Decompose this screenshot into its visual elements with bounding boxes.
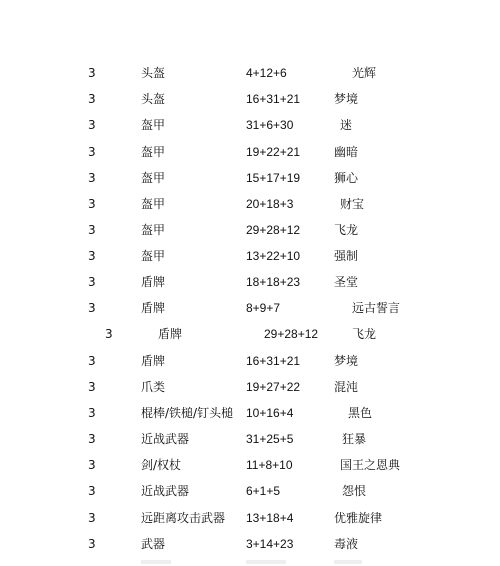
- level-cell: 3: [88, 380, 96, 394]
- table-row: [0, 482, 500, 500]
- name-cell: 梦境: [334, 92, 359, 106]
- type-cell: 近战武器: [141, 432, 190, 446]
- level-cell: 3: [88, 249, 96, 263]
- name-cell: 强制: [334, 249, 359, 263]
- name-cell: 幽暗: [334, 145, 359, 159]
- type-cell: 盔甲: [141, 118, 166, 132]
- table-row: [0, 273, 500, 291]
- table-row: [0, 90, 500, 108]
- type-cell: 盾牌: [141, 354, 166, 368]
- table-row: [0, 64, 500, 82]
- name-cell: 优雅旋律: [334, 511, 383, 525]
- table-row: [0, 247, 500, 265]
- table-row: [0, 430, 500, 448]
- name-cell: 黑色: [348, 406, 373, 420]
- level-cell: 3: [88, 354, 96, 368]
- type-cell: 盔甲: [141, 197, 166, 211]
- name-cell: 混沌: [334, 380, 359, 394]
- name-cell: 怨恨: [342, 484, 367, 498]
- cutoff-text-fragment: [334, 560, 362, 564]
- level-cell: 3: [88, 118, 96, 132]
- name-cell: 毒液: [334, 537, 359, 551]
- type-cell: 远距离攻击武器: [141, 511, 226, 525]
- table-row: [0, 299, 500, 317]
- table-row: [0, 169, 500, 187]
- type-cell: 棍棒/铁槌/钉头槌: [141, 406, 234, 420]
- type-cell: 剑/权杖: [141, 458, 182, 472]
- name-cell: 狂暴: [342, 432, 367, 446]
- stats-cell: 29+28+12: [246, 223, 301, 237]
- type-cell: 盔甲: [141, 223, 166, 237]
- stats-cell: 11+8+10: [246, 458, 293, 472]
- level-cell: 3: [88, 301, 96, 315]
- type-cell: 头盔: [141, 92, 166, 106]
- level-cell: 3: [88, 92, 96, 106]
- name-cell: 光辉: [352, 66, 377, 80]
- level-cell: 3: [88, 458, 96, 472]
- table-row: [0, 325, 500, 343]
- table-row: [0, 195, 500, 213]
- stats-cell: 19+27+22: [246, 380, 301, 394]
- table-row: [0, 509, 500, 527]
- stats-cell: 31+6+30: [246, 118, 294, 132]
- level-cell: 3: [88, 484, 96, 498]
- level-cell: 3: [88, 145, 96, 159]
- name-cell: 财宝: [340, 197, 365, 211]
- stats-cell: 15+17+19: [246, 171, 301, 185]
- stats-cell: 4+12+6: [246, 66, 287, 80]
- type-cell: 盔甲: [141, 171, 166, 185]
- level-cell: 3: [88, 223, 96, 237]
- table-row: [0, 404, 500, 422]
- table-row: [0, 143, 500, 161]
- type-cell: 盔甲: [141, 249, 166, 263]
- type-cell: 头盔: [141, 66, 166, 80]
- level-cell: 3: [88, 537, 96, 551]
- type-cell: 盾牌: [158, 327, 183, 341]
- name-cell: 梦境: [334, 354, 359, 368]
- level-cell: 3: [88, 275, 96, 289]
- cutoff-text-fragment: [141, 560, 171, 564]
- name-cell: 飞龙: [334, 223, 359, 237]
- table-row: [0, 352, 500, 370]
- type-cell: 盾牌: [141, 275, 166, 289]
- stats-cell: 19+22+21: [246, 145, 301, 159]
- stats-cell: 31+25+5: [246, 432, 294, 446]
- cutoff-text-fragment: [246, 560, 286, 564]
- table-row: [0, 221, 500, 239]
- stats-cell: 10+16+4: [246, 406, 294, 420]
- level-cell: 3: [105, 327, 113, 341]
- level-cell: 3: [88, 432, 96, 446]
- table-row: [0, 116, 500, 134]
- name-cell: 远古誓言: [352, 301, 401, 315]
- stats-cell: 18+18+23: [246, 275, 301, 289]
- level-cell: 3: [88, 406, 96, 420]
- type-cell: 盔甲: [141, 145, 166, 159]
- level-cell: 3: [88, 66, 96, 80]
- level-cell: 3: [88, 197, 96, 211]
- type-cell: 近战武器: [141, 484, 190, 498]
- level-cell: 3: [88, 511, 96, 525]
- stats-cell: 29+28+12: [264, 327, 319, 341]
- table-row: [0, 456, 500, 474]
- type-cell: 爪类: [141, 380, 166, 394]
- table-row: [0, 378, 500, 396]
- type-cell: 盾牌: [141, 301, 166, 315]
- stats-cell: 16+31+21: [246, 92, 301, 106]
- name-cell: 迷: [340, 118, 353, 132]
- name-cell: 飞龙: [352, 327, 377, 341]
- stats-cell: 3+14+23: [246, 537, 294, 551]
- stats-cell: 16+31+21: [246, 354, 301, 368]
- stats-cell: 6+1+5: [246, 484, 281, 498]
- level-cell: 3: [88, 171, 96, 185]
- stats-cell: 20+18+3: [246, 197, 294, 211]
- table-row: [0, 535, 500, 553]
- name-cell: 狮心: [334, 171, 359, 185]
- name-cell: 圣堂: [334, 275, 359, 289]
- stats-cell: 13+18+4: [246, 511, 294, 525]
- name-cell: 国王之恩典: [340, 458, 401, 472]
- stats-cell: 8+9+7: [246, 301, 281, 315]
- stats-cell: 13+22+10: [246, 249, 301, 263]
- type-cell: 武器: [141, 537, 166, 551]
